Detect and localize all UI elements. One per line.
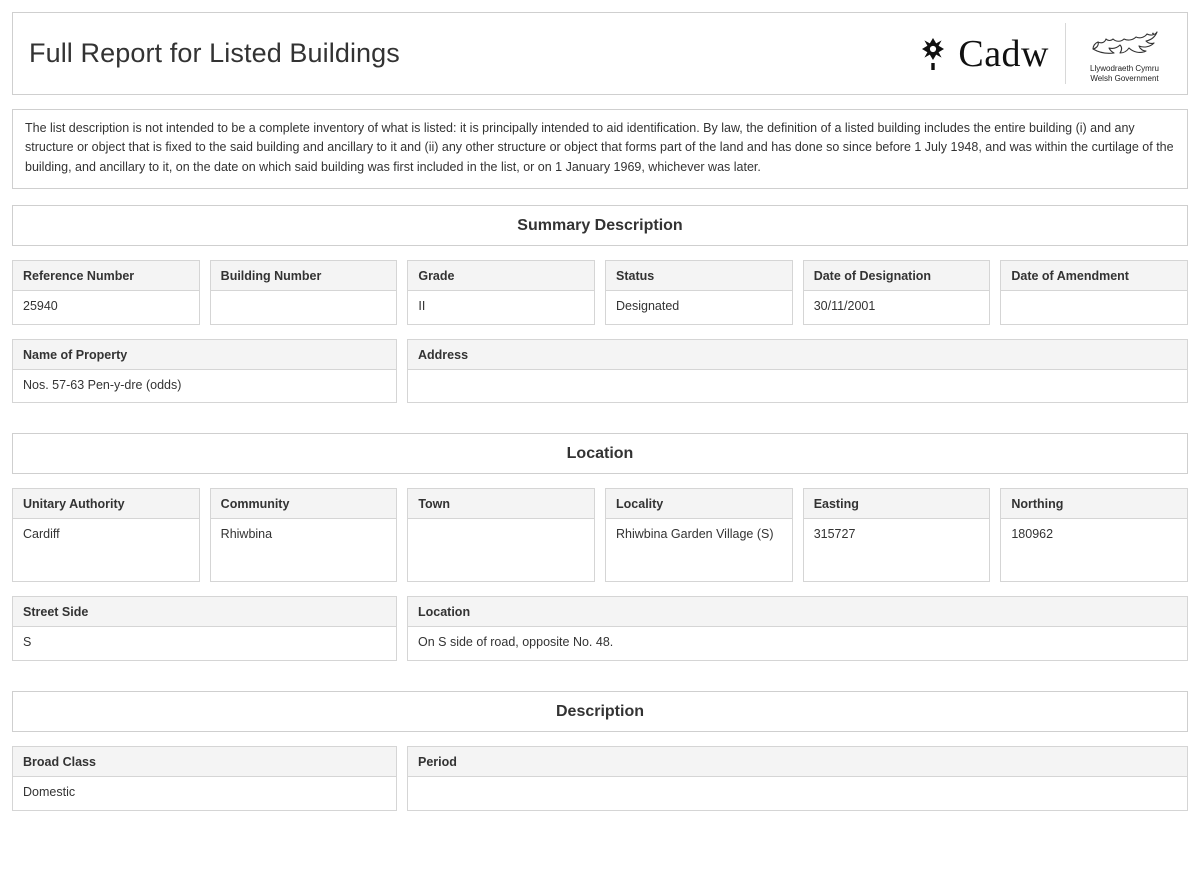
field-label: Street Side bbox=[13, 597, 396, 627]
field-value bbox=[408, 519, 594, 551]
field-locality bbox=[605, 488, 793, 582]
field-value: Rhiwbina Garden Village (S) bbox=[616, 527, 774, 542]
page-header bbox=[12, 12, 1188, 95]
field-value bbox=[1001, 291, 1187, 323]
field-label: Address bbox=[408, 340, 1187, 370]
disclaimer-text: The list description is not intended to be a complete inventory of what is listed: it is principally intended to aid identification. By law, the definition of a listed building includes the entire building (i) and any structure or object that is fixed to the said building and ancillary to it and (ii) any other structure or object that forms part of the land and has done so since before 1 July 1948, and was within the curtilage of the building, and ancillary to it, on the date on which said building was first included in the list, or on 1 January 1969, whichever was later. bbox=[12, 109, 1188, 189]
field-status bbox=[605, 260, 793, 325]
welsh-dragon-icon bbox=[1080, 23, 1169, 62]
location-row-2 bbox=[12, 596, 1188, 661]
field-label: Name of Property bbox=[13, 340, 396, 370]
field-label: Date of Amendment bbox=[1001, 261, 1187, 291]
field-label: Easting bbox=[804, 489, 990, 519]
field-date-of-amendment bbox=[1000, 260, 1188, 325]
field-name-of-property bbox=[12, 339, 397, 404]
field-value bbox=[211, 291, 397, 323]
field-date-of-designation bbox=[803, 260, 991, 325]
cadw-cross-icon bbox=[916, 37, 950, 71]
field-value: Domestic bbox=[23, 785, 76, 799]
field-label: Town bbox=[408, 489, 594, 519]
field-label: Broad Class bbox=[13, 747, 396, 777]
field-value: 315727 bbox=[813, 527, 856, 542]
page-title: Full Report for Listed Buildings bbox=[29, 38, 400, 68]
section-header-summary: Summary Description bbox=[12, 205, 1188, 246]
field-value: 180962 bbox=[1011, 527, 1054, 542]
field-value: 30/11/2001 bbox=[813, 299, 876, 314]
cadw-logo bbox=[916, 32, 1049, 75]
page-bottom-spacer bbox=[12, 811, 1188, 835]
section-header-description: Description bbox=[12, 691, 1188, 732]
cadw-wordmark: Cadw bbox=[958, 32, 1049, 75]
field-label: Community bbox=[211, 489, 397, 519]
welsh-government-logo bbox=[1065, 23, 1169, 84]
field-building-number bbox=[210, 260, 398, 325]
field-label: Status bbox=[606, 261, 792, 291]
welsh-government-label-cy: Llywodraeth Cymru bbox=[1090, 64, 1159, 73]
field-value bbox=[408, 777, 1187, 809]
field-value: II bbox=[418, 299, 426, 314]
field-street-side bbox=[12, 596, 397, 661]
field-label: Grade bbox=[408, 261, 594, 291]
field-label: Location bbox=[408, 597, 1187, 627]
description-row-1 bbox=[12, 746, 1188, 811]
field-value: S bbox=[23, 635, 32, 650]
section-header-location: Location bbox=[12, 433, 1188, 474]
field-grade bbox=[407, 260, 595, 325]
field-value: On S side of road, opposite No. 48. bbox=[418, 635, 614, 650]
field-town bbox=[407, 488, 595, 582]
welsh-government-label-en: Welsh Government bbox=[1090, 74, 1159, 83]
field-label: Northing bbox=[1001, 489, 1187, 519]
field-location-detail bbox=[407, 596, 1188, 661]
field-label: Date of Designation bbox=[804, 261, 990, 291]
field-value bbox=[408, 370, 1187, 402]
summary-row-1 bbox=[12, 260, 1188, 325]
field-value: Cardiff bbox=[23, 527, 60, 542]
field-address bbox=[407, 339, 1188, 404]
field-reference-number bbox=[12, 260, 200, 325]
field-value: Nos. 57-63 Pen-y-dre (odds) bbox=[23, 377, 182, 392]
field-value: Rhiwbina bbox=[220, 527, 273, 542]
field-northing bbox=[1000, 488, 1188, 582]
header-logos bbox=[916, 23, 1169, 84]
field-community bbox=[210, 488, 398, 582]
field-value: 25940 bbox=[23, 299, 58, 314]
field-label: Unitary Authority bbox=[13, 489, 199, 519]
field-label: Reference Number bbox=[13, 261, 199, 291]
location-row-1 bbox=[12, 488, 1188, 582]
field-unitary-authority bbox=[12, 488, 200, 582]
field-label: Building Number bbox=[211, 261, 397, 291]
summary-row-2 bbox=[12, 339, 1188, 404]
field-value: Designated bbox=[616, 299, 680, 314]
field-broad-class bbox=[12, 746, 397, 811]
field-label: Period bbox=[408, 747, 1187, 777]
field-label: Locality bbox=[606, 489, 792, 519]
field-easting bbox=[803, 488, 991, 582]
field-period bbox=[407, 746, 1188, 811]
welsh-government-label bbox=[1080, 64, 1169, 84]
